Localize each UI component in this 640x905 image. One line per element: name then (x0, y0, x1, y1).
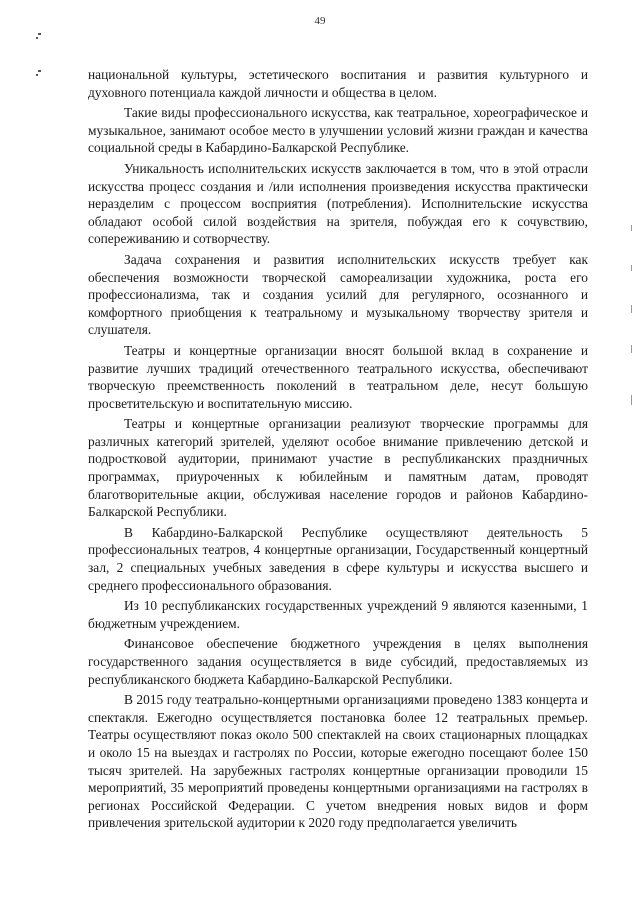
paragraph: Театры и концертные организации вносят большой вклад в сохранение и развитие лучших традиций отечественного театрального искусства, обеспечивают творческую преемственность поколений в театральном деле, несут большую просветительскую и воспитательную миссию. (88, 342, 588, 411)
paragraph: Такие виды профессионального искусства, как театральное, хореографическое и музыкальное, занимают особое место в улучшении условий жизни граждан и качества социальной среды в Кабардино-Балкарской Республике. (88, 105, 588, 156)
scan-mark (631, 225, 632, 231)
scan-mark (631, 345, 632, 353)
paragraph: В Кабардино-Балкарской Республике осуществляют деятельность 5 профессиональных театров, 4 концертные организации, Государственный концертный зал, 2 специальных учебных заведения в сфере культуры и искусства высшего и среднего профессионального образования. (88, 524, 588, 593)
paragraph: Задача сохранения и развития исполнительских искусств требует как обеспечения возможности творческой самореализации художника, роста его профессионализма, так и создания усилий для регулярного, осознанного и комфортного приобщения к театральному и музыкальному творчеству зрителя и слушателя. (88, 251, 588, 338)
paragraph: Уникальность исполнительских искусств заключается в том, что в этой отрасли искусства процесс создания и /или исполнения произведения искусства практически неразделим с процессом восприятия (потребления). Исполнительские искусства обладают особой силой воздействия на зрителя, побуждая его к сочувствию, сопереживанию и сотворчеству. (88, 160, 588, 247)
paragraph: В 2015 году театрально-концертными организациями проведено 1383 концерта и спектакля. Ежегодно осуществляется постановка более 12 театральных премьер. Театры осуществляют показ около 500 спектаклей на своих стационарных площадках и около 15 на выездах и гастролях по России, которые ежегодно посещают более 150 тысяч зрителей. На зарубежных гастролях концертные организации проводили 15 мероприятий, 35 мероприятий проведены концертными организациями на гастролях в регионах Российской Федерации. С учетом внедрения новых видов и форм привлечения зрительской аудитории к 2020 году предполагается увеличить (88, 692, 588, 831)
scan-speck (36, 37, 38, 39)
scan-mark (631, 305, 632, 313)
scan-mark (631, 395, 632, 405)
scan-speck (36, 74, 38, 76)
paragraph: Из 10 республиканских государственных учреждений 9 являются казенными, 1 бюджетным учреждением. (88, 598, 588, 631)
body-text (88, 66, 588, 835)
scan-mark (631, 265, 632, 271)
paragraph: Финансовое обеспечение бюджетного учреждения в целях выполнения государственного задания осуществляется в виде субсидий, предоставляемых из республиканского бюджета Кабардино-Балкарской Республики. (88, 636, 588, 687)
scan-speck (38, 33, 41, 35)
scan-speck (38, 70, 41, 72)
paragraph: национальной культуры, эстетического воспитания и развития культурного и духовного потенциала каждой личности и общества в целом. (88, 67, 588, 100)
paragraph: Театры и концертные организации реализуют творческие программы для различных категорий зрителей, уделяют особое внимание привлечению детской и подростковой аудитории, принимают участие в республиканских праздничных программах, приуроченных к юбилейным и памятным датам, проводят благотворительные акции, обслуживая население городов и районов Кабардино-Балкарской Республики. (88, 416, 588, 520)
page-number: 49 (314, 15, 326, 27)
